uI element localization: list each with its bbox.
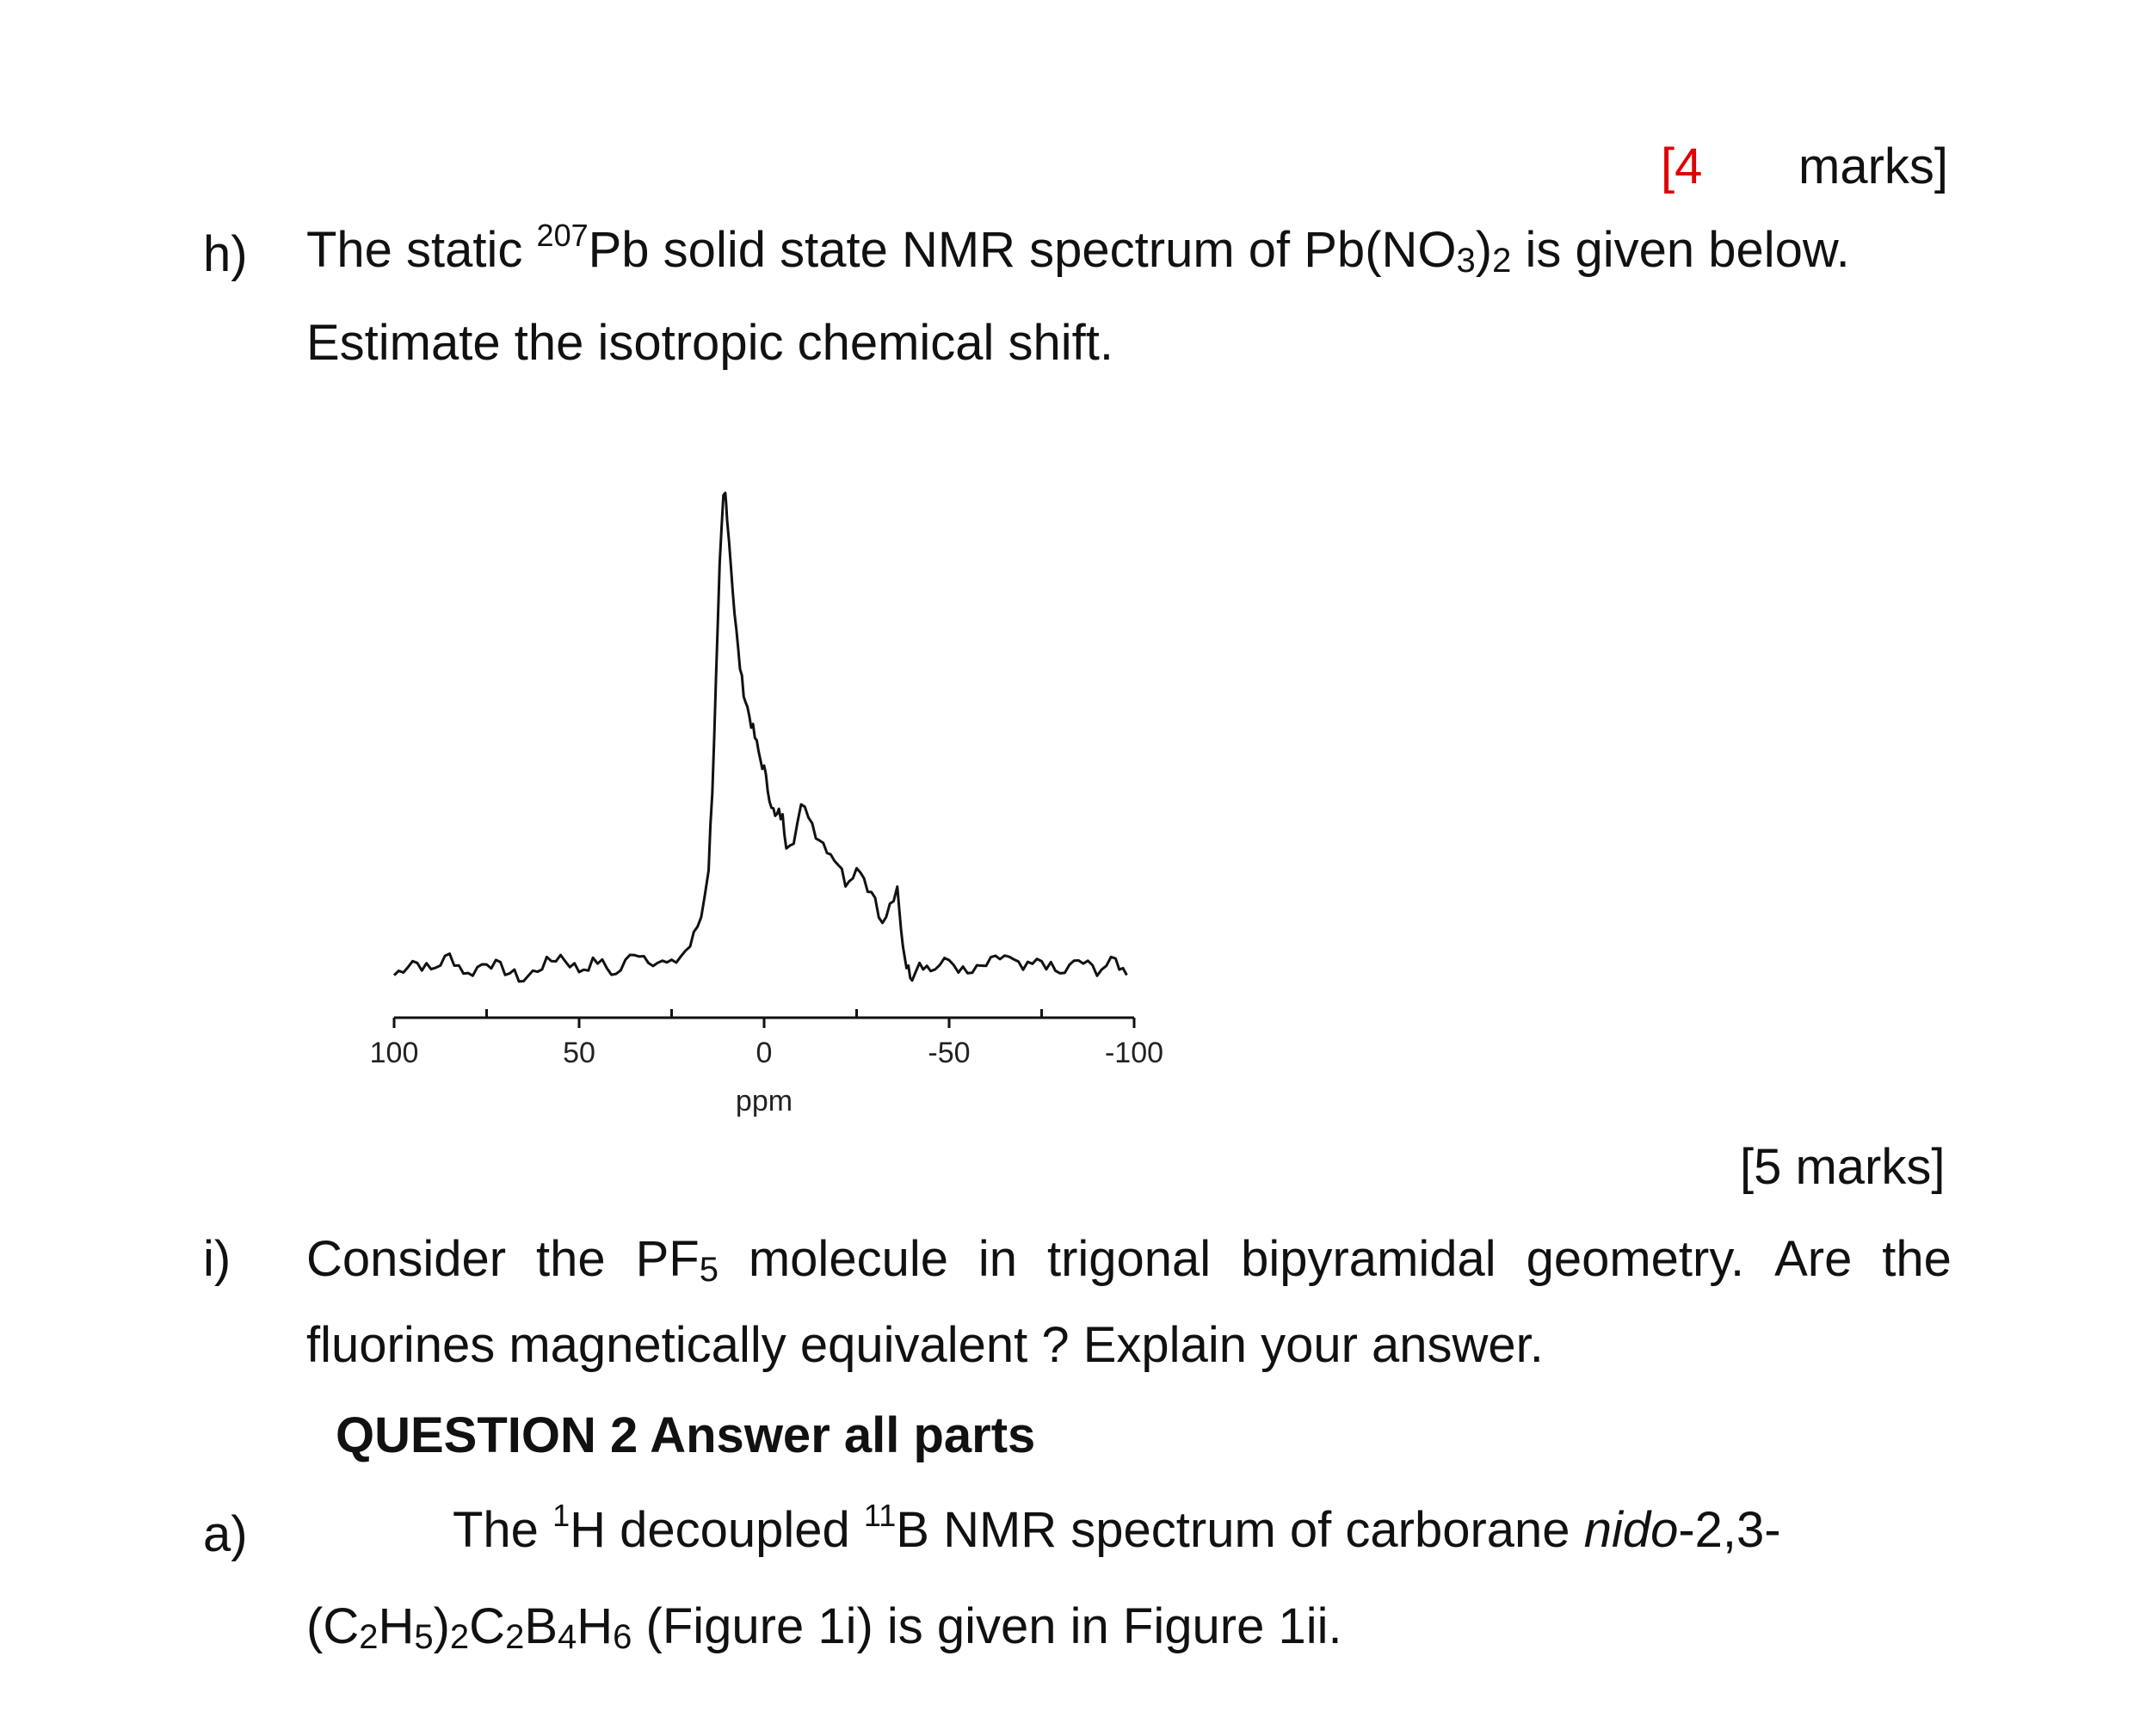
- word: the: [1882, 1231, 1952, 1287]
- word: in: [978, 1231, 1018, 1287]
- x-tick-label: -100: [1104, 1037, 1164, 1069]
- part-a-line2: $(C_2H_5)_2C_2B_4H_6$ (Figure 1i) is given in Figure 1ii.: [306, 1598, 1342, 1656]
- part-h-line2: Estimate the isotropic chemical shift.: [306, 315, 1114, 371]
- part-h-line1: The static $^{207}$Pb solid state NMR spectrum of $Pb(NO_3)_2$ is given below.: [306, 218, 1850, 280]
- x-tick-label: 50: [563, 1037, 595, 1069]
- word: the: [536, 1231, 606, 1287]
- x-tick-label: -50: [928, 1037, 971, 1069]
- x-tick-label: 100: [369, 1037, 419, 1069]
- part-h-label: h): [203, 226, 248, 282]
- word-pf5: $PF_5$: [635, 1231, 719, 1289]
- x-axis-label: ppm: [735, 1085, 793, 1117]
- word: bipyramidal: [1241, 1231, 1496, 1287]
- word: molecule: [748, 1231, 948, 1287]
- question-2-heading: QUESTION 2 Answer all parts: [336, 1407, 1036, 1463]
- part-i-line1: [306, 1230, 1952, 1288]
- marks-4-bracket: [4: [1661, 139, 1703, 194]
- word: Are: [1774, 1231, 1853, 1287]
- spectrum-line: [394, 493, 1126, 982]
- part-a-line1: The $^1$H decoupled $^{11}$B NMR spectrum of carborane nido-2,3-: [453, 1498, 1781, 1558]
- part-i-line2: fluorines magnetically equivalent ? Explain your answer.: [306, 1317, 1544, 1373]
- word: geometry.: [1526, 1231, 1745, 1287]
- word: trigonal: [1046, 1231, 1212, 1287]
- word: Consider: [306, 1231, 507, 1287]
- marks-5: [5 marks]: [1740, 1139, 1946, 1195]
- marks-4-word: marks]: [1798, 139, 1948, 194]
- part-a-label: a): [203, 1506, 248, 1562]
- x-tick-label: 0: [756, 1037, 773, 1069]
- part-i-label: i): [203, 1231, 231, 1287]
